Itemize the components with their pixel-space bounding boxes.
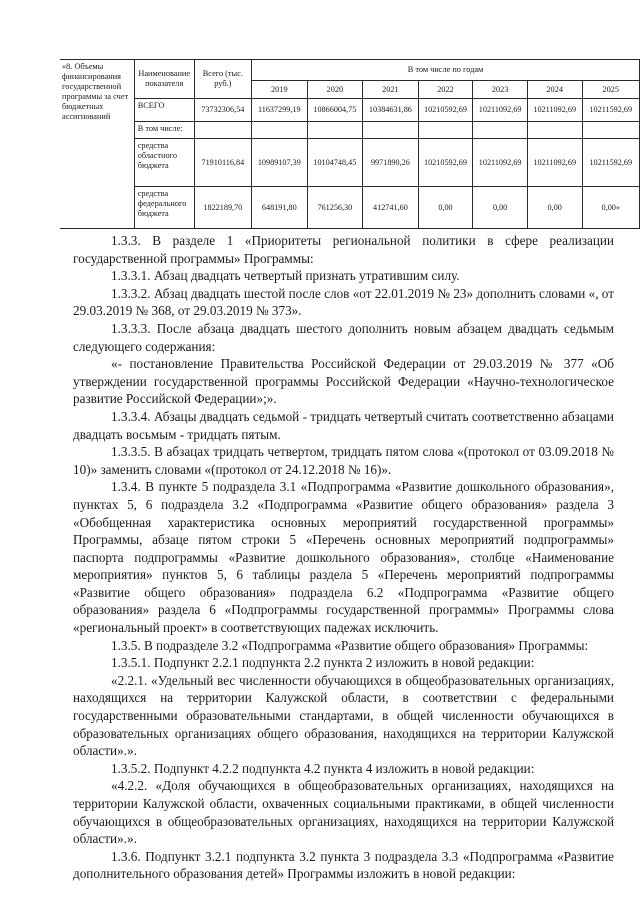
quoted-paragraph: «4.2.2. «Доля обучающихся в общеобразовательных организациях, находящихся на территории Калужской области, охваченных социальными практиками, в общей численности обучающихся в общеобразовательных организациях, находящихся на территории Калужской области».». bbox=[73, 778, 614, 847]
paragraph: 1.3.6. Подпункт 3.2.1 подпункта 3.2 пункта 3 подраздела 3.3 «Подпрограмма «Развитие дополнительного образования детей» Программы изложить в новой редакции: bbox=[73, 848, 614, 882]
paragraph: 1.3.3.5. В абзацах тридцать четвертом, тридцать пятом слова «(протокол от 03.09.2018 № 10)» заменить словами «(протокол от 24.12.2018 № 16)». bbox=[73, 444, 614, 477]
table-cell: 10866004,75 bbox=[307, 99, 363, 122]
table-cell: 10104748,45 bbox=[307, 139, 363, 187]
paragraph: 1.3.3.4. Абзацы двадцать седьмой - тридцать четвертый считать соответственно абзацами двадцать восьмым - тридцать пятым. bbox=[73, 408, 614, 442]
table-cell: 648191,80 bbox=[252, 187, 308, 229]
paragraph: 1.3.3. В разделе 1 «Приоритеты региональной политики в сфере реализации государственной программы» Программы: bbox=[73, 233, 614, 266]
table-cell: 10210592,69 bbox=[418, 99, 473, 122]
year-header: 2019 bbox=[252, 81, 308, 99]
year-header: 2021 bbox=[363, 81, 419, 99]
row-total: 71910116,84 bbox=[194, 139, 251, 187]
table-cell: 10211592,69 bbox=[582, 139, 639, 187]
total-header: Всего (тыс. руб.) bbox=[194, 60, 251, 99]
document-body bbox=[73, 232, 614, 883]
table-cell: 11637299,19 bbox=[252, 99, 308, 122]
table-cell: 10989107,39 bbox=[252, 139, 308, 187]
row-label: ВСЕГО bbox=[134, 99, 194, 122]
indicator-header: Наименование показателя bbox=[134, 60, 194, 99]
years-group-header: В том числе по годам bbox=[252, 60, 640, 81]
year-header: 2020 bbox=[307, 81, 363, 99]
paragraph: 1.3.3.3. После абзаца двадцать шестого дополнить новым абзацем двадцать седьмым следующего содержания: bbox=[73, 320, 614, 354]
table-cell: 10384631,86 bbox=[363, 99, 419, 122]
table-cell: 0,00 bbox=[418, 187, 473, 229]
table-cell: 10211592,69 bbox=[582, 99, 639, 122]
table-cell: 761256,30 bbox=[307, 187, 363, 229]
year-header: 2025 bbox=[582, 81, 639, 99]
row-total: 1822189,70 bbox=[194, 187, 251, 229]
section-label-cell: «8. Объемы финансирования государственной программы за счет бюджетных ассигнований bbox=[60, 60, 134, 229]
table-cell: 0,00 bbox=[473, 187, 528, 229]
paragraph: 1.3.3.2. Абзац двадцать шестой после слов «от 22.01.2019 № 23» дополнить словами «, от 29.03.2019 № 368, от 29.03.2019 № 373». bbox=[73, 285, 614, 319]
row-label: средства областного бюджета bbox=[134, 139, 194, 187]
quoted-paragraph: «- постановление Правительства Российской Федерации от 29.03.2019 № 377 «Об утверждении государственной программы Российской Федерации «Научно-технологическое развитие Российской Федерации»;». bbox=[73, 356, 614, 407]
year-header: 2023 bbox=[473, 81, 528, 99]
paragraph: 1.3.4. В пункте 5 подраздела 3.1 «Подпрограмма «Развитие дошкольного образования», пунктах 5, 6 подраздела 3.2 «Подпрограмма «Развитие общего образования» раздела 3 «Обобщенная характеристика основных мероприятий государственной программы» Программы, абзаце пятом строки 5 «Перечень основных мероприятий подпрограммы» паспорта подпрограммы «Развитие дошкольного образования», столбце «Наименование мероприятия» пунктов 5, 6 таблицы раздела 5 «Перечень мероприятий подпрограммы «Развитие общего образования» подраздела 6.2 «Подпрограмма «Развитие общего образования» раздела 6 «Подпрограммы государственной программы» Программы слова «региональный проект» в соответствующих падежах исключить. bbox=[73, 479, 614, 636]
table-cell: 0,00 bbox=[527, 187, 582, 229]
table-row-including bbox=[60, 122, 640, 139]
table-cell: 0,00» bbox=[582, 187, 639, 229]
table-row-federal bbox=[60, 187, 640, 229]
year-header: 2024 bbox=[527, 81, 582, 99]
quoted-paragraph: «2.2.1. «Удельный вес численности обучающихся в общеобразовательных организациях, находящихся на территории Калужской области, в соответствии с федеральными государственными образовательными стандартами, в общей численности обучающихся в образовательных организациях общего образования, находящихся на территории Калужской области».». bbox=[73, 672, 614, 759]
table-cell: 10210592,69 bbox=[418, 139, 473, 187]
table-row-total bbox=[60, 99, 640, 122]
table-cell: 10211092,69 bbox=[527, 99, 582, 122]
financing-table bbox=[60, 59, 640, 229]
table-cell: 10211092,69 bbox=[473, 139, 528, 187]
table-cell: 9971890,26 bbox=[363, 139, 419, 187]
row-label: средства федерального бюджета bbox=[134, 187, 194, 229]
paragraph: 1.3.5.2. Подпункт 4.2.2 подпункта 4.2 пункта 4 изложить в новой редакции: bbox=[111, 760, 535, 776]
paragraph: 1.3.5.1. Подпункт 2.2.1 подпункта 2.2 пункта 2 изложить в новой редакции: bbox=[111, 655, 535, 671]
row-total: 73732306,54 bbox=[194, 99, 251, 122]
table-cell: 10211092,69 bbox=[527, 139, 582, 187]
year-header: 2022 bbox=[418, 81, 473, 99]
paragraph: 1.3.5. В подразделе 3.2 «Подпрограмма «Развитие общего образования» Программы: bbox=[111, 637, 589, 653]
table-cell: 412741,60 bbox=[363, 187, 419, 229]
row-label: В том числе: bbox=[134, 122, 194, 139]
paragraph: 1.3.3.1. Абзац двадцать четвертый признать утратившим силу. bbox=[111, 268, 460, 284]
table-row-regional bbox=[60, 139, 640, 187]
table-cell: 10211092,69 bbox=[473, 99, 528, 122]
